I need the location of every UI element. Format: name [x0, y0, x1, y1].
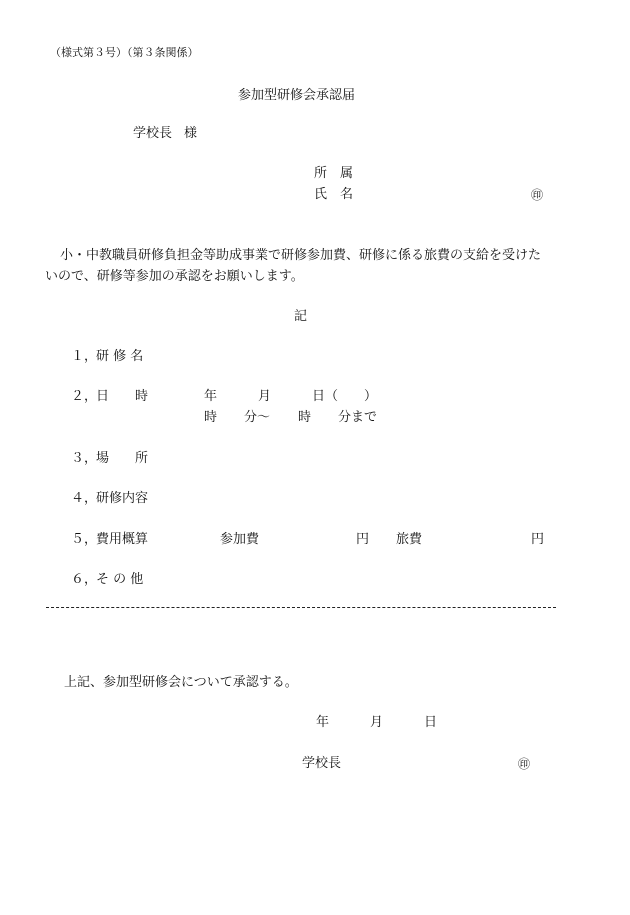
- item2-minute-end: 分まで: [338, 410, 378, 425]
- form-number: （様式第３号）（第３条関係）: [50, 46, 199, 59]
- participation-fee-yen: 円: [356, 532, 370, 547]
- travel-expense-yen: 円: [531, 532, 545, 547]
- travel-expense-label: 旅費: [396, 532, 423, 547]
- item2-month: 月: [258, 389, 272, 404]
- item6-number: ６，: [71, 572, 98, 587]
- item6-label: そ の 他: [96, 572, 144, 587]
- approval-year: 年: [316, 715, 330, 730]
- participation-fee-label: 参加費: [220, 532, 260, 547]
- item5-label: 費用概算: [96, 532, 149, 547]
- applicant-seal-icon: ㊞: [531, 188, 544, 202]
- approval-principal-label: 学校長: [302, 756, 342, 771]
- approval-day: 日: [424, 715, 438, 730]
- item2-minute-start: 分〜: [244, 410, 271, 425]
- item5-number: ５，: [71, 532, 98, 547]
- item2-number: ２，: [71, 389, 98, 404]
- item4-number: ４，: [71, 491, 98, 506]
- approval-month: 月: [370, 715, 384, 730]
- item1-number: １，: [71, 349, 98, 364]
- ki-heading: 記: [294, 309, 308, 324]
- item3-label: 場 所: [96, 451, 149, 466]
- item3-number: ３，: [71, 451, 98, 466]
- approval-statement: 上記、参加型研修会について承認する。: [64, 675, 298, 690]
- name-label: 氏 名: [314, 187, 354, 202]
- document-title: 参加型研修会承認届: [238, 88, 356, 103]
- affiliation-label: 所 属: [314, 166, 354, 181]
- item2-hour-end: 時: [298, 410, 312, 425]
- request-paragraph-line1: 小・中教職員研修負担金等助成事業で研修参加費、研修に係る旅費の支給を受けた: [60, 248, 542, 263]
- item1-label: 研 修 名: [96, 349, 144, 364]
- addressee-principal: 学校長: [133, 126, 173, 141]
- item2-hour-start: 時: [204, 410, 218, 425]
- item2-year: 年: [204, 389, 218, 404]
- dashed-separator: [46, 607, 556, 608]
- request-paragraph-line2: いので、研修等参加の承認をお願いします。: [45, 269, 304, 284]
- item2-label: 日 時: [96, 389, 149, 404]
- item2-day: 日（ ）: [312, 389, 378, 404]
- item4-label: 研修内容: [96, 491, 149, 506]
- addressee-honorific: 様: [184, 126, 198, 141]
- principal-seal-icon: ㊞: [518, 757, 531, 771]
